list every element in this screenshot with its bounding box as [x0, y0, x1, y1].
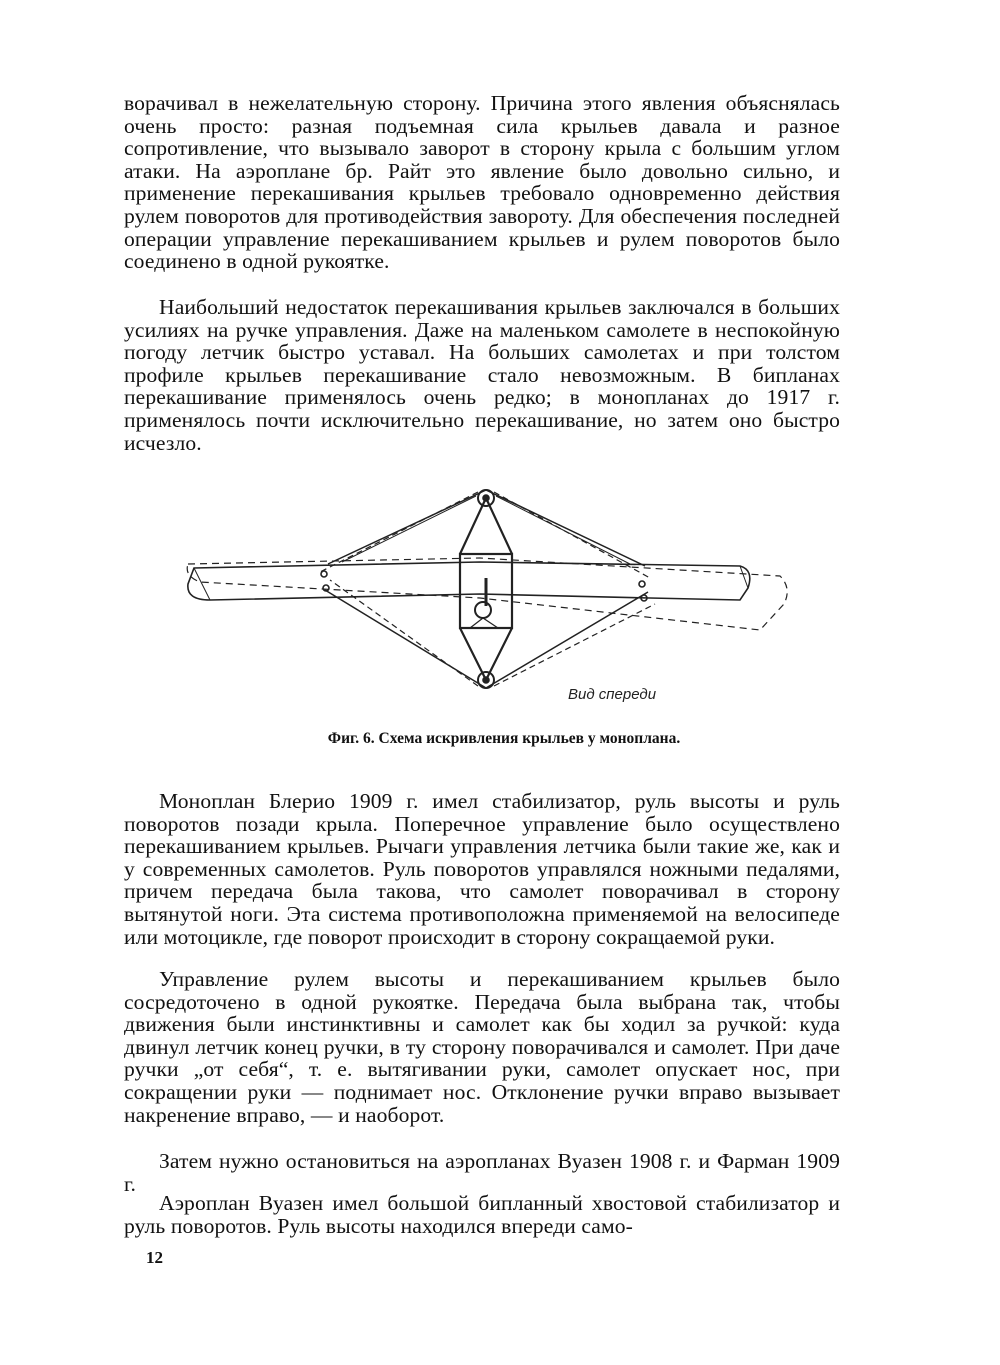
- monoplane-wing-warping-diagram: [180, 480, 800, 720]
- paragraph-4: Управление рулем высоты и перекашиванием крыльев было сосредоточено в одной рукоятке. Передача была выбрана так, чтобы движения были инстинктивны и самолет как бы ходил за ручкой: куда двинул летчик конец ручки, в ту сторону поворачивался и самолет. При даче ручки „от себя“, т. е. вытягивании руки, самолет опускает нос, при сокращении руки — поднимает нос. Отклонение ручки вправо вызывает накренение вправо, — и наоборот.: [124, 967, 840, 1127]
- figure-caption: Фиг. 6. Схема искривления крыльев у моноплана.: [327, 730, 681, 747]
- view-label: Вид спереди: [568, 686, 657, 703]
- page-number: 12: [146, 1248, 163, 1267]
- paragraph-1: ворачивал в нежелательную сторону. Причина этого явления объяснялась очень просто: разная подъемная сила крыльев давала и разное сопротивление, что вызывало заворот в сторону крыла с большим углом атаки. На аэроплане бр. Райт это явление было довольно сильно, и применение перекашивания крыльев требовало одновременно действия рулем поворотов для противодействия завороту. Для обеспечения последней операции управление перекашиванием крыльев и рулем поворотов было соединено в одной рукоятке.: [124, 91, 840, 274]
- paragraph-6: Аэроплан Вуазен имел большой бипланный хвостовой стабилизатор и руль поворотов. Руль высоты находился впереди само-: [124, 1191, 840, 1238]
- paragraph-2: Наибольший недостаток перекашивания крыльев заключался в больших усилиях на ручке управления. Даже на маленьком самолете в неспокойную погоду летчик быстро уставал. На больших самолетах и при толстом профиле крыльев перекашивание стало невозможным. В бипланах перекашивание применялось очень редко; в монопланах до 1917 г. применялось почти исключительно перекашивание, но затем оно быстро исчезло.: [124, 295, 840, 455]
- paragraph-3: Моноплан Блерио 1909 г. имел стабилизатор, руль высоты и руль поворотов позади крыла. Поперечное управление было осуществлено перекашиванием крыльев. Рычаги управления летчика были такие же, как и у современных самолетов. Руль поворотов управлялся ножными педалями, причем передача была такова, что самолет поворачивал в сторону вытянутой ноги. Эта система противоположна применяемой на велосипеде или мотоцикле, где поворот происходит в сторону сокращаемой руки.: [124, 789, 840, 949]
- paragraph-5: Затем нужно остановиться на аэропланах Вуазен 1908 г. и Фарман 1909 г.: [124, 1149, 840, 1196]
